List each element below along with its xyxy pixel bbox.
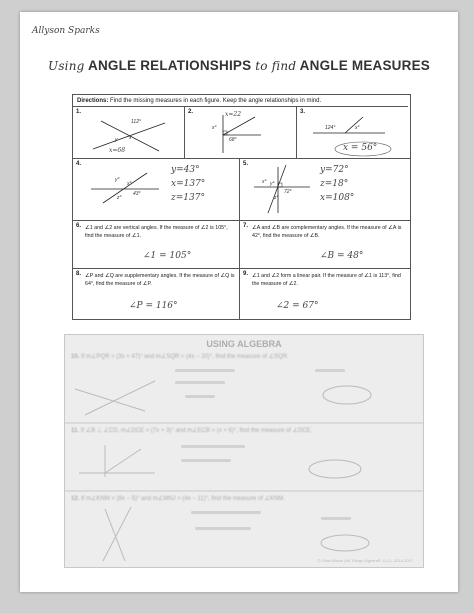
title-using: Using	[48, 59, 85, 73]
problem-question: ∠1 and ∠2 form a linear pair. If the measure of ∠1 is 113°, find the measure of ∠2.	[252, 273, 401, 287]
algebra-item-text: If m∠KNM = (8x − 5)° and m∠MNJ = (4x − 11)°, find the measure of ∠KNM.	[81, 496, 285, 502]
student-name: Allyson Sparks	[32, 26, 100, 36]
problem-3	[297, 107, 410, 159]
problem-number: 2.	[188, 109, 194, 115]
worksheet-page	[20, 12, 458, 592]
angle-label: y°	[115, 177, 120, 183]
problem-number: 9.	[243, 271, 249, 277]
figure-1	[73, 107, 185, 159]
directions-text: Find the missing measures in each figure. Keep the angle relationships in mind.	[110, 98, 322, 104]
angle-label: x°	[355, 125, 360, 131]
problem-question: ∠1 and ∠2 are vertical angles. If the measure of ∠2 is 105°, find the measure of ∠1.	[85, 225, 228, 239]
directions-label: Directions:	[77, 98, 109, 104]
angle-label: 43°	[133, 191, 141, 197]
algebra-item-number: 11.	[71, 428, 80, 434]
problem-5	[240, 159, 410, 221]
angle-label: x°	[262, 179, 267, 185]
title-to-find: to find	[255, 59, 297, 73]
angle-label: z°	[117, 195, 122, 201]
answer: x=137°	[171, 179, 206, 189]
title-main-1: ANGLE RELATIONSHIPS	[88, 58, 252, 73]
algebra-figures	[65, 335, 423, 567]
problem-grid	[72, 94, 411, 320]
problem-question: ∠P and ∠Q are supplementary angles. If the measure of ∠Q is 64°, find the measure of ∠P.	[85, 273, 235, 287]
angle-label: 72°	[284, 189, 292, 195]
angle-label: y°	[270, 181, 275, 187]
algebra-title: USING ALGEBRA	[206, 339, 282, 349]
using-algebra-section	[64, 334, 424, 568]
problem-2	[185, 107, 297, 159]
answer: z=137°	[171, 193, 205, 203]
answer: y=72°	[320, 165, 349, 175]
algebra-item	[71, 495, 285, 502]
answer: y=43°	[171, 165, 200, 175]
problem-9	[240, 269, 410, 319]
angle-label: x°	[212, 125, 217, 131]
answer: ∠2 = 67°	[276, 301, 319, 311]
algebra-item	[71, 427, 312, 434]
angle-label: x°	[127, 181, 132, 187]
problem-1	[73, 107, 185, 159]
angle-label: x	[129, 135, 132, 141]
problem-7	[240, 221, 410, 269]
handwriting-smudge	[175, 381, 225, 384]
problem-4	[73, 159, 240, 221]
angle-label: 112°	[131, 119, 141, 125]
copyright-footer: © Gina Wilson (All Things Algebra®, LLC), 2014-2017	[317, 558, 413, 563]
handwriting-smudge	[181, 459, 231, 462]
problem-question: ∠A and ∠B are complementary angles. If the measure of ∠A is 42°, find the measure of ∠B.	[252, 225, 402, 239]
angle-label: 68°	[229, 137, 237, 143]
problem-number: 5.	[243, 161, 249, 167]
answer: z=18°	[320, 179, 349, 189]
algebra-item-number: 10.	[71, 354, 80, 360]
handwriting-smudge	[175, 369, 235, 372]
angle-label: 124°	[325, 125, 336, 131]
handwriting-smudge	[195, 527, 251, 530]
problem-number: 7.	[243, 223, 249, 229]
answer: x = 56°	[343, 143, 378, 153]
handwriting-smudge	[315, 369, 345, 372]
problem-number: 1.	[76, 109, 82, 115]
problem-6	[73, 221, 240, 269]
algebra-item-number: 12.	[71, 496, 80, 502]
angle-label: z°	[274, 195, 279, 201]
answer: ∠P = 116°	[129, 301, 178, 311]
answer: x=68	[109, 147, 126, 154]
answer: x=108°	[320, 193, 355, 203]
problem-number: 3.	[300, 109, 306, 115]
worksheet-title	[20, 58, 458, 73]
directions	[73, 95, 408, 107]
handwriting-smudge	[321, 517, 351, 520]
handwriting-smudge	[191, 511, 261, 514]
figure-4	[73, 159, 240, 221]
problem-8	[73, 269, 240, 319]
handwriting-smudge	[185, 395, 215, 398]
angle-label: y	[115, 137, 118, 143]
handwriting-smudge	[181, 445, 245, 448]
problem-number: 4.	[76, 161, 82, 167]
answer: ∠1 = 105°	[143, 251, 192, 261]
problem-number: 8.	[76, 271, 82, 277]
problem-number: 6.	[76, 223, 82, 229]
answer: x=22	[225, 111, 242, 118]
answer: ∠B = 48°	[320, 251, 364, 261]
title-main-2: ANGLE MEASURES	[299, 58, 430, 73]
algebra-item-text: If ∠B ⊥ ∠CD, m∠DCE = (7x + 3)° and m∠ECB = (x + 6)°, find the measure of ∠DCE.	[80, 428, 313, 434]
algebra-item-text: If m∠PQR = (3x + 47)° and m∠SQR = (4x − 20)°, find the measure of ∠SQR.	[81, 354, 289, 360]
